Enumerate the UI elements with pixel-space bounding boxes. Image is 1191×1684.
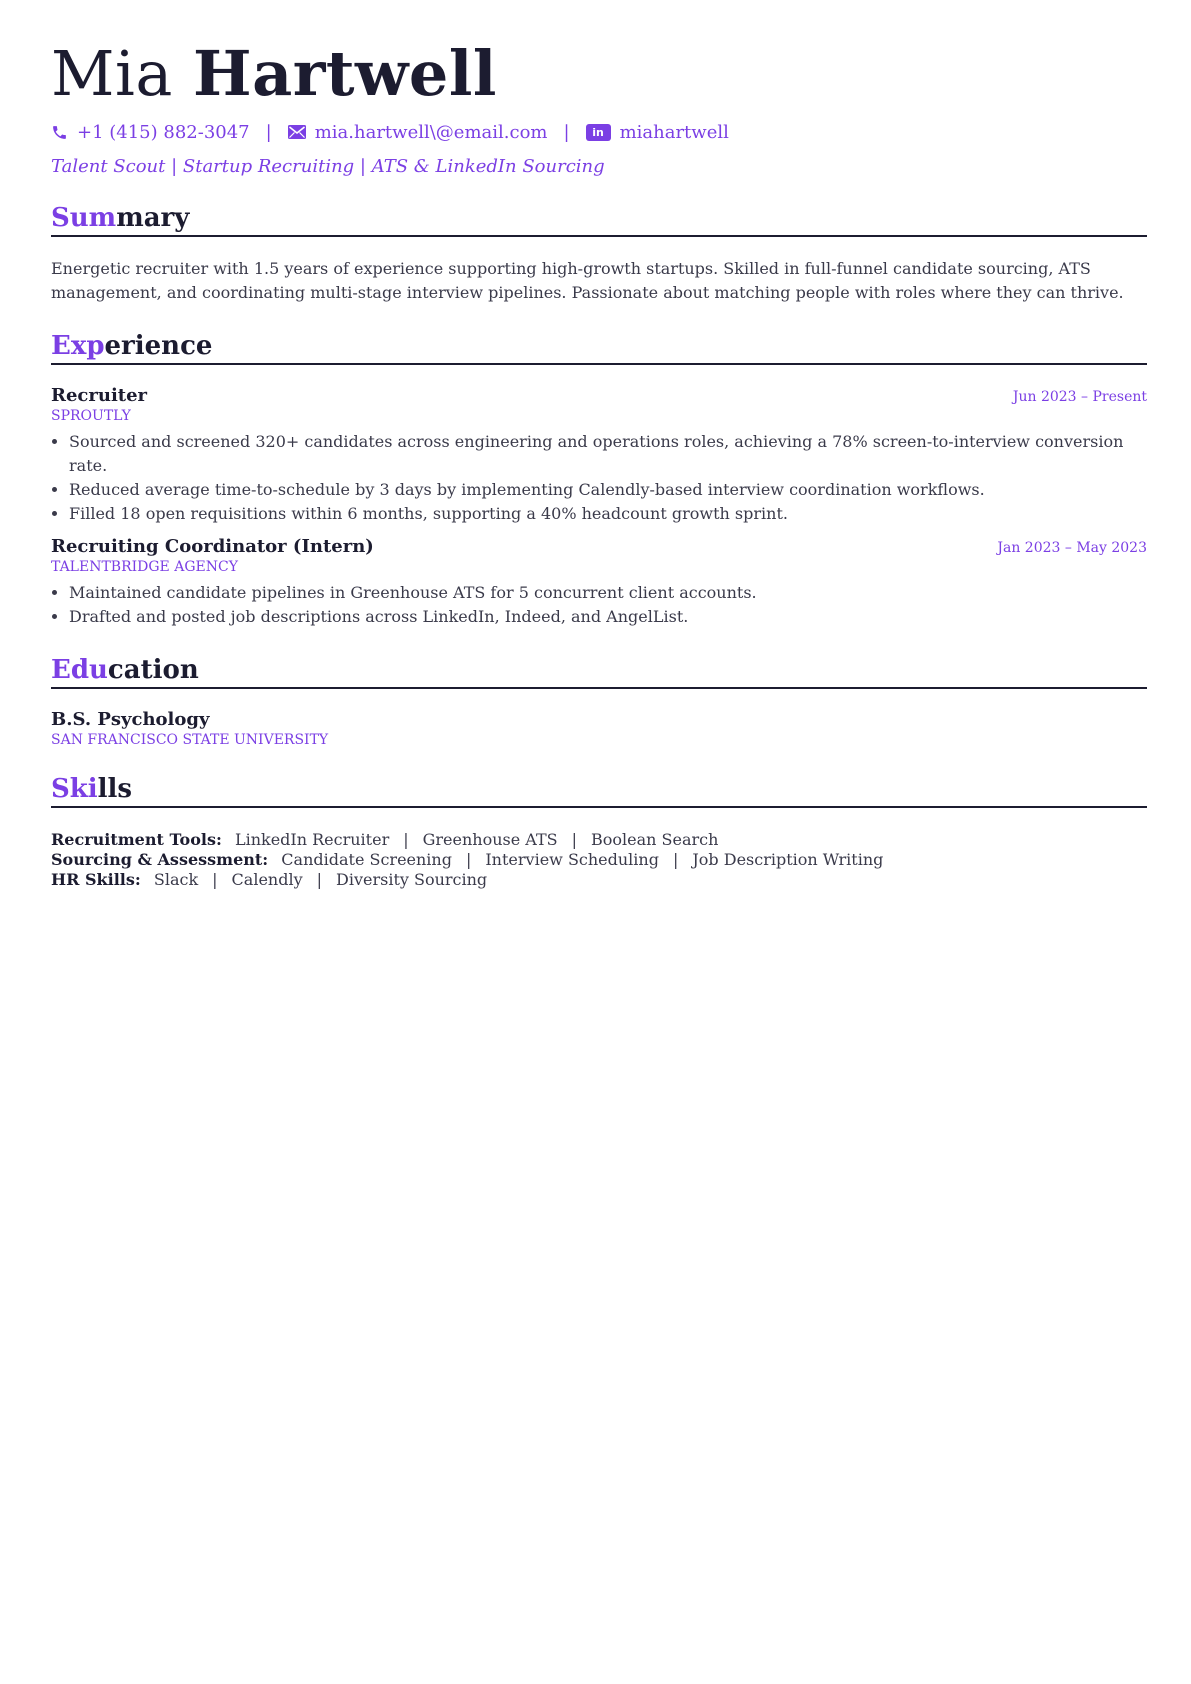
phone-contact[interactable] xyxy=(51,122,250,143)
school-name: SAN FRANCISCO STATE UNIVERSITY xyxy=(51,732,329,748)
company-name: TALENTBRIDGE AGENCY xyxy=(51,559,238,575)
experience-section xyxy=(51,329,1147,629)
skill-row: HR Skills: Slack | Calendly | Diversity Sourcing xyxy=(51,870,488,889)
skill-item: Boolean Search xyxy=(591,830,719,849)
job-bullets xyxy=(51,430,1147,526)
job-entry xyxy=(51,385,1147,526)
education-section xyxy=(51,653,1147,748)
job-dates: Jan 2023 – May 2023 xyxy=(997,540,1147,556)
skill-item: Interview Scheduling xyxy=(485,850,659,869)
skills-list xyxy=(51,830,1147,890)
contact-line xyxy=(51,118,1147,146)
section-heading: Education xyxy=(51,653,1147,689)
first-name: Mia xyxy=(51,37,173,110)
last-name: Hartwell xyxy=(193,37,497,110)
education-entry xyxy=(51,709,1147,748)
summary-section xyxy=(51,201,1147,305)
skill-row: Recruitment Tools: LinkedIn Recruiter | Greenhouse ATS | Boolean Search xyxy=(51,830,719,849)
skill-item: Slack xyxy=(153,870,199,889)
skill-item: LinkedIn Recruiter xyxy=(234,830,390,849)
bullet-item: • Sourced and screened 320+ candidates across engineering and operations roles, achieving a 78% screen-to-interview conversion rate. xyxy=(69,430,1147,478)
bullet-item: • Filled 18 open requisitions within 6 months, supporting a 40% headcount growth sprint. xyxy=(69,502,1147,526)
skill-category: Recruitment Tools: xyxy=(51,830,222,849)
skill-item: Diversity Sourcing xyxy=(336,870,488,889)
summary-text: Energetic recruiter with 1.5 years of experience supporting high-growth startups. Skilled in full-funnel candidate sourcing, ATS management, and coordinating multi-stage interview pipelines. Passionate about matching people with roles where they can thrive. xyxy=(51,259,1124,302)
phone-icon xyxy=(51,124,68,141)
phone-text: +1 (415) 882-3047 xyxy=(77,121,250,143)
skill-item: Greenhouse ATS xyxy=(422,830,558,849)
linkedin-icon: in xyxy=(586,124,611,141)
candidate-name xyxy=(51,36,1147,112)
skill-row: Sourcing & Assessment: Candidate Screening | Interview Scheduling | Job Description Writing xyxy=(51,850,884,869)
job-title: Recruiter xyxy=(51,385,148,406)
linkedin-text: miahartwell xyxy=(619,121,729,143)
skills-section xyxy=(51,772,1147,890)
job-dates: Jun 2023 – Present xyxy=(1012,389,1147,405)
company-name: SPROUTLY xyxy=(51,408,131,424)
degree: B.S. Psychology xyxy=(51,709,210,730)
section-heading: Summary xyxy=(51,201,1147,237)
job-bullets xyxy=(51,581,1147,629)
tagline: Talent Scout | Startup Recruiting | ATS & LinkedIn Sourcing xyxy=(51,156,605,177)
resume-page xyxy=(51,36,1147,890)
job-title: Recruiting Coordinator (Intern) xyxy=(51,536,374,557)
email-contact[interactable] xyxy=(288,122,548,143)
skill-category: HR Skills: xyxy=(51,870,141,889)
contact-separator: | xyxy=(563,121,570,143)
linkedin-contact[interactable] xyxy=(586,122,729,143)
contact-separator: | xyxy=(265,121,272,143)
skill-category: Sourcing & Assessment: xyxy=(51,850,269,869)
bullet-item: • Drafted and posted job descriptions across LinkedIn, Indeed, and AngelList. xyxy=(69,605,1147,629)
bullet-item: • Reduced average time-to-schedule by 3 days by implementing Calendly-based interview coordination workflows. xyxy=(69,478,1147,502)
skill-item: Job Description Writing xyxy=(692,850,884,869)
email-text: mia.hartwell\@email.com xyxy=(314,121,548,143)
section-heading: Experience xyxy=(51,329,1147,365)
skill-item: Calendly xyxy=(231,870,303,889)
section-heading: Skills xyxy=(51,772,1147,808)
job-entry xyxy=(51,536,1147,629)
skill-item: Candidate Screening xyxy=(281,850,452,869)
envelope-icon xyxy=(288,125,306,139)
bullet-item: • Maintained candidate pipelines in Greenhouse ATS for 5 concurrent client accounts. xyxy=(69,581,1147,605)
